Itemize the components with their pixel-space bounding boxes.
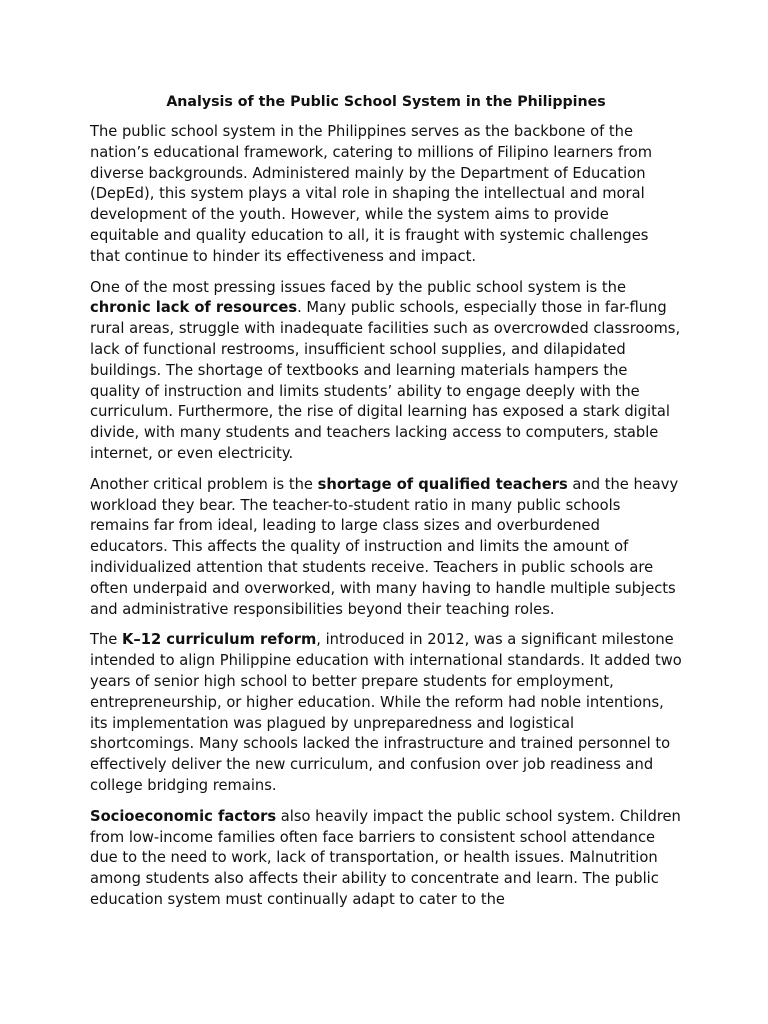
resources-paragraph-body: . Many public schools, especially those in far-flung rural areas, struggle with inadequate facilities such as overcrowded classrooms, lack of functional restrooms, insufficient school supplies, and dilapidated buildings. The shortage of textbooks and learning materials hampers the quality of instruction and limits students’ ability to engage deeply with the curriculum. Furthermore, the rise of digital learning has exposed a stark digital divide, with many students and teachers lacking access to computers, stable internet, or even electricity. [90,299,681,462]
k12-paragraph-lead: The [90,631,122,649]
teachers-paragraph-body: and the heavy workload they bear. The teacher-to-student ratio in many public schools remains far from ideal, leading to large class sizes and overburdened educators. This affects the quality of instruction and limits the amount of individualized attention that students receive. Teachers in public schools are often underpaid and overworked, with many having to handle multiple subjects and administrative responsibilities beyond their teaching roles. [90,475,679,618]
k12-paragraph-body: , introduced in 2012, was a significant milestone intended to align Philippine education with international standards. It added two years of senior high school to better prepare students for employment, entrepreneurship, or higher education. While the reform had noble intentions, its implementation was plagued by unpreparedness and logistical shortcomings. Many schools lacked the infrastructure and trained personnel to effectively deliver the new curriculum, and confusion over job readiness and college bridging remains. [90,631,682,794]
teachers-paragraph-emphasis: shortage of qualified teachers [317,475,568,493]
k12-paragraph [90,630,682,796]
resources-paragraph-lead: One of the most pressing issues faced by the public school system is the [90,278,626,296]
intro-paragraph-text: The public school system in the Philippines serves as the backbone of the nation’s educational framework, catering to millions of Filipino learners from diverse backgrounds. Administered mainly by the Department of Education (DepEd), this system plays a vital role in shaping the intellectual and moral development of the youth. However, while the system aims to provide equitable and quality education to all, it is fraught with systemic challenges that continue to hinder its effectiveness and impact. [90,123,653,265]
teachers-paragraph [90,475,682,621]
socioeconomic-paragraph-body: also heavily impact the public school system. Children from low-income families often face barriers to consistent school attendance due to the need to work, lack of transportation, or health issues. Malnutrition among students also affects their ability to concentrate and learn. The public education system must continually adapt to cater to the [90,807,681,908]
socioeconomic-paragraph [90,807,682,911]
resources-paragraph-emphasis: chronic lack of resources [90,299,298,317]
resources-paragraph [90,278,682,465]
document-body [90,92,682,921]
document-title: Analysis of the Public School System in the Philippines [166,94,606,110]
k12-paragraph-emphasis: K–12 curriculum reform [122,631,317,649]
teachers-paragraph-lead: Another critical problem is the [90,475,318,493]
intro-paragraph [90,122,682,268]
socioeconomic-paragraph-emphasis: Socioeconomic factors [90,807,277,825]
